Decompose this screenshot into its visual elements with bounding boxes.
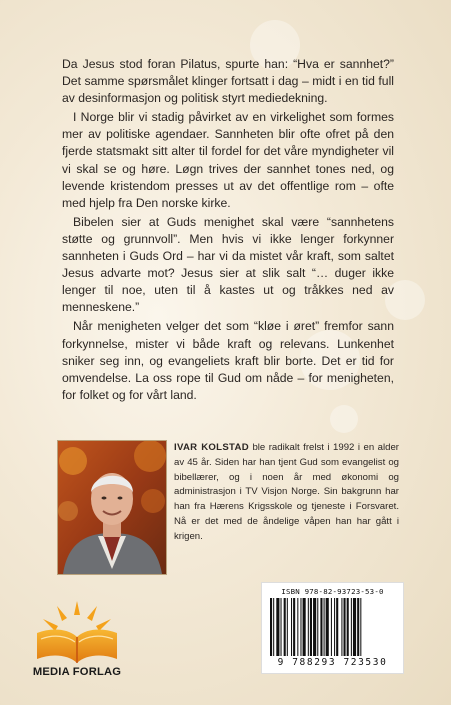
open-book-sun-logo [27, 597, 127, 667]
publisher-name: MEDIA FORLAG [32, 666, 122, 678]
paragraph: I Norge blir vi stadig påvirket av en virkelighet som formes mer av politiske agendaer. Sannheten blir ofte ofret på den fjerde statsmakt sitt alter til fordel for det våre myndigheter vil vi skal se og høre. Løgn trives der sannhet tones ned, og levende kristendom presses ut av det offentlige rom – ofte med hjelp fra Den norske kirke. [62, 110, 394, 210]
isbn-barcode [261, 582, 404, 674]
barcode-digits: 9 788293 723530 [277, 657, 388, 668]
background-bokeh [330, 405, 358, 433]
paragraph: Når menigheten velger det som “kløe i øret” fremfor sann forkynnelse, mister vi både kraft og relevans. Lunkenhet sniker seg inn, og evangeliets kraft blir borte. Det er tid for omvendelse. La oss rope til Gud om nåde – for menigheten, for folket og for vårt land. [62, 319, 394, 402]
back-cover-text [62, 56, 394, 406]
author-name: IVAR KOLSTAD [174, 442, 249, 453]
author-bio [174, 441, 399, 545]
author-bio-text: ble radikalt frelst i 1992 i en alder av 45 år. Siden har han tjent Gud som evangelist og bibellærer, og i noen år med økonomi og administrasjon i TV Visjon Norge. Sin bakgrunn har han fra Hærens Krigsskole og tjeneste i Forsvaret. Nå er det med de åndelige våpen han har gått i krigen. [174, 442, 399, 542]
isbn-label: ISBN 978-82-93723-53-0 [281, 587, 384, 596]
barcode-icon [270, 598, 395, 656]
paragraph: Bibelen sier at Guds menighet skal være “sannhetens støtte og grunnvoll”. Men hvis vi ikke lenger forkynner sannheten i Guds Ord – har vi da mistet vår kraft, som saltet Jesus advarte mot? Jesus sier at slik salt “… duger ikke lenger til noe, uten til å kastes ut og tråkkes ned av menneskene.” [62, 214, 394, 315]
author-photo [57, 440, 167, 575]
paragraph: Da Jesus stod foran Pilatus, spurte han: “Hva er sannhet?” Det samme spørsmålet klinger fortsatt i dag – midt i en tid full av desinformasjon og politisk styrt mediedekning. [62, 57, 394, 106]
